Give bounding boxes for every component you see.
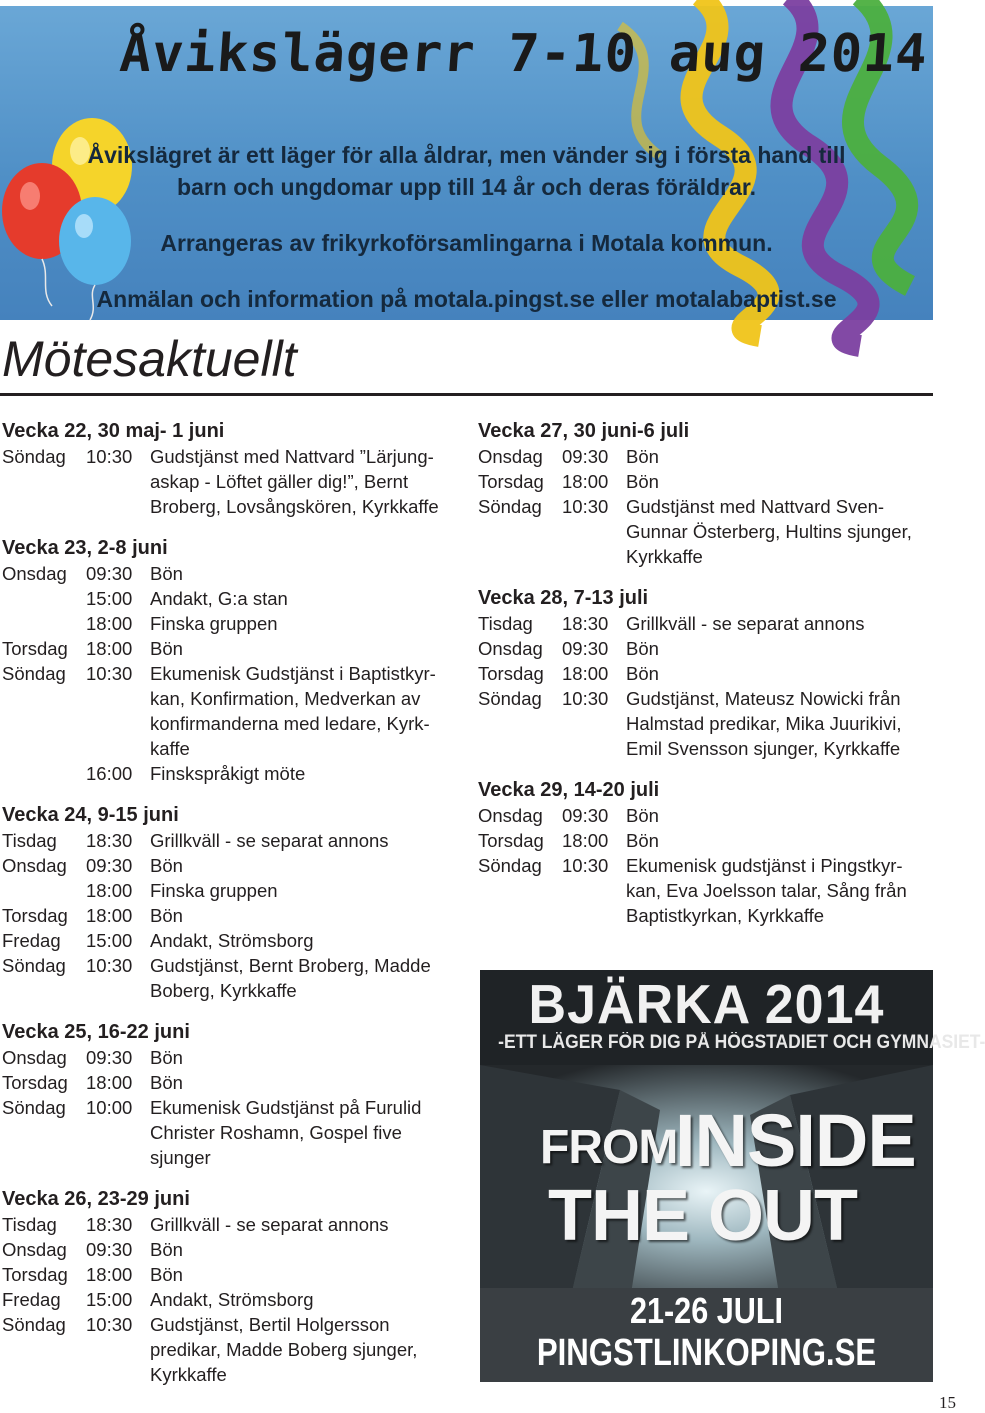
event-row [2,1095,462,1170]
event-row [478,853,933,928]
event-time: 10:30 [562,688,609,709]
event-desc: Gudstjänst med Nattvard Sven-Gunnar Österberg, Hultins sjunger, Kyrkkaffe [626,496,912,567]
event-day: Tisdag [2,830,57,851]
event-time: 10:30 [86,955,133,976]
event-desc: Bön [626,663,659,684]
event-day: Onsdag [478,446,543,467]
event-time: 10:30 [86,1314,133,1335]
event-row [478,444,933,469]
event-row [2,761,462,786]
event-time: 09:30 [86,1239,133,1260]
week-block [2,535,462,786]
event-day: Torsdag [2,1264,68,1285]
week-block [478,418,933,569]
event-desc: Gudstjänst, Bernt Broberg, Madde Boberg, Kyrkkaffe [150,955,431,1001]
heading-divider [0,393,933,396]
event-row [2,1262,462,1287]
event-row [478,686,933,761]
event-desc: Gudstjänst med Nattvard ”Lärjung-askap - Löftet gäller dig!”, Bernt Broberg, Lovsångskören, Kyrkkaffe [150,446,439,517]
poster-dates: 21-26 JULI [629,1290,784,1331]
event-desc: Bön [626,446,659,467]
event-row [2,1045,462,1070]
event-desc: Bön [150,1047,183,1068]
event-row [2,903,462,928]
event-row [2,1212,462,1237]
event-row [2,611,462,636]
event-time: 16:00 [86,763,133,784]
event-row [478,494,933,569]
week-block [2,418,462,519]
banner-intro-line-1: Åvikslägret är ett läger för alla åldrar, men vänder sig i första hand till [87,142,846,168]
event-desc: Finska gruppen [150,613,278,634]
event-row [2,444,462,519]
week-block [478,777,933,928]
event-desc: Bön [150,563,183,584]
event-desc: Grillkväll - se separat annons [626,613,865,634]
event-row [478,611,933,636]
event-day: Onsdag [2,1239,67,1260]
event-time: 18:00 [86,905,133,926]
banner-title: Åvikslägerr 7-10 aug 2014 [117,24,930,84]
event-day: Torsdag [478,830,544,851]
event-desc: Andakt, Strömsborg [150,1289,314,1310]
event-desc: Ekumenisk Gudstjänst på Furulid Christer Roshamn, Gospel five sjunger [150,1097,422,1168]
week-title: Vecka 28, 7-13 juli [478,587,649,609]
event-day: Torsdag [2,905,68,926]
event-day: Söndag [2,1097,66,1118]
event-day: Söndag [2,446,66,467]
event-desc: Gudstjänst, Mateusz Nowicki från Halmstad predikar, Mika Juurikivi, Emil Svensson sjunger, Kyrkkaffe [626,688,902,759]
event-time: 18:00 [86,613,133,634]
week-title: Vecka 27, 30 juni-6 juli [478,420,690,442]
event-day: Onsdag [2,563,67,584]
week-block [2,1019,462,1170]
event-desc: Bön [150,905,183,926]
event-desc: Andakt, G:a stan [150,588,288,609]
event-time: 18:00 [86,880,133,901]
event-desc: Bön [626,830,659,851]
event-row [478,661,933,686]
event-day [2,611,86,636]
week-block [2,1186,462,1387]
event-day: Onsdag [478,638,543,659]
event-day: Torsdag [2,1072,68,1093]
event-time: 09:30 [86,1047,133,1068]
poster-slogan-inside: INSIDE [675,1099,916,1182]
event-desc: Andakt, Strömsborg [150,930,314,951]
week-title: Vecka 24, 9-15 juni [2,804,179,826]
page-number: 15 [939,1393,956,1412]
event-row [2,928,462,953]
event-day: Söndag [2,663,66,684]
event-time: 10:30 [562,855,609,876]
event-row [2,586,462,611]
week-block [478,585,933,761]
event-time: 18:30 [562,613,609,634]
event-desc: Ekumenisk Gudstjänst i Baptistkyr-kan, Konfirmation, Medverkan av konfirmanderna med ledare, Kyrk-kaffe [150,663,436,759]
event-time: 18:00 [562,830,609,851]
event-time: 15:00 [86,588,133,609]
event-day: Onsdag [478,805,543,826]
event-day: Onsdag [2,1047,67,1068]
event-day: Söndag [478,855,542,876]
event-time: 18:00 [86,1264,133,1285]
schedule-column-right [478,418,933,944]
event-row [2,828,462,853]
poster-slogan-the-out: THE OUT [548,1176,857,1256]
event-row [2,561,462,586]
event-day: Onsdag [2,855,67,876]
event-day: Söndag [478,688,542,709]
week-title: Vecka 23, 2-8 juni [2,537,168,559]
event-desc: Finskspråkigt möte [150,763,306,784]
event-desc: Bön [626,805,659,826]
event-row [478,469,933,494]
event-time: 15:00 [86,1289,133,1310]
event-day: Fredag [2,930,61,951]
poster-slogan-from: FROM [540,1121,678,1174]
banner-organizer-line: Arrangeras av frikyrkoförsamlingarna i Motala kommun. [160,230,773,256]
event-day [2,761,86,786]
event-time: 10:30 [86,446,133,467]
event-desc: Bön [150,855,183,876]
bjarka-camp-poster [480,970,985,1382]
event-row [478,828,933,853]
week-block [2,802,462,1003]
event-desc: Bön [626,638,659,659]
event-day: Tisdag [478,613,533,634]
event-row [478,636,933,661]
week-title: Vecka 25, 16-22 juni [2,1021,190,1043]
schedule-column-left [2,418,462,1403]
event-desc: Gudstjänst, Bertil Holgersson predikar, Madde Boberg sjunger, Kyrkkaffe [150,1314,418,1385]
week-title: Vecka 26, 23-29 juni [2,1188,190,1210]
event-time: 15:00 [86,930,133,951]
event-time: 18:00 [86,638,133,659]
event-time: 09:30 [86,855,133,876]
banner-registration-line: Anmälan och information på motala.pingst.se eller motalabaptist.se [96,286,837,312]
event-time: 18:00 [562,663,609,684]
event-row [478,803,933,828]
event-row [2,953,462,1003]
event-day [2,586,86,611]
event-time: 09:30 [562,638,609,659]
event-desc: Grillkväll - se separat annons [150,830,389,851]
event-row [2,1287,462,1312]
camp-banner [0,6,933,320]
event-desc: Bön [150,1072,183,1093]
event-desc: Bön [150,638,183,659]
event-time: 09:30 [86,563,133,584]
event-row [2,1312,462,1387]
event-time: 18:30 [86,830,133,851]
event-desc: Finska gruppen [150,880,278,901]
event-day: Torsdag [478,663,544,684]
event-day: Söndag [2,955,66,976]
event-row [2,878,462,903]
event-desc: Grillkväll - se separat annons [150,1214,389,1235]
week-title: Vecka 29, 14-20 juli [478,779,660,801]
event-desc: Bön [150,1239,183,1260]
event-day: Fredag [2,1289,61,1310]
poster-url: PINGSTLINKOPING.SE [536,1332,877,1374]
poster-subtitle: -ETT LÄGER FÖR DIG PÅ HÖGSTADIET OCH GYMNASIET- [498,1032,985,1053]
event-row [2,853,462,878]
event-time: 18:00 [562,471,609,492]
event-time: 10:30 [86,663,133,684]
event-time: 10:30 [562,496,609,517]
event-day: Tisdag [2,1214,57,1235]
event-row [2,1237,462,1262]
event-desc: Ekumenisk gudstjänst i Pingstkyr-kan, Eva Joelsson talar, Sång från Baptistkyrkan, Kyrkkaffe [626,855,907,926]
event-day: Torsdag [478,471,544,492]
event-row [2,661,462,761]
banner-intro-line-2: barn och ungdomar upp till 14 år och deras föräldrar. [177,174,756,200]
event-day: Söndag [478,496,542,517]
poster-title: BJÄRKA 2014 [528,974,885,1036]
event-desc: Bön [150,1264,183,1285]
week-title: Vecka 22, 30 maj- 1 juni [2,420,225,442]
event-day [2,878,86,903]
event-desc: Bön [626,471,659,492]
section-title: Mötesaktuellt [2,331,297,387]
event-day: Söndag [2,1314,66,1335]
event-time: 10:00 [86,1097,133,1118]
event-row [2,1070,462,1095]
event-time: 09:30 [562,446,609,467]
event-day: Torsdag [2,638,68,659]
event-time: 09:30 [562,805,609,826]
event-time: 18:00 [86,1072,133,1093]
event-row [2,636,462,661]
event-time: 18:30 [86,1214,133,1235]
